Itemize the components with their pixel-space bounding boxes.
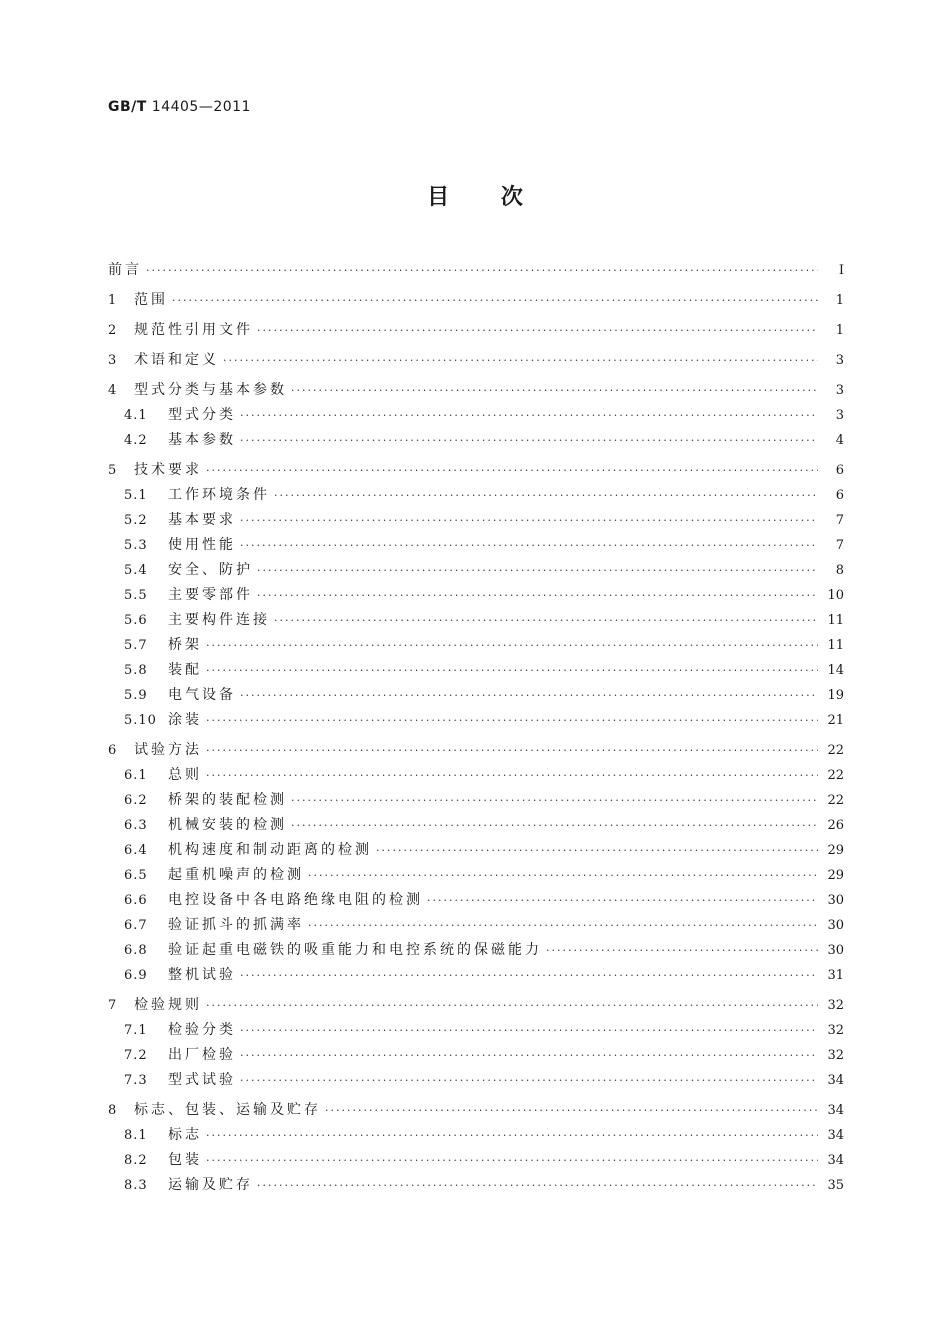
toc-entry[interactable] bbox=[108, 1173, 844, 1198]
toc-entry-number: 6.5 bbox=[124, 868, 148, 883]
toc-entry[interactable] bbox=[108, 608, 844, 633]
toc-entry-number: 4 bbox=[108, 383, 118, 398]
toc-entry-page: 11 bbox=[827, 613, 844, 628]
toc-entry-page: 1 bbox=[835, 293, 844, 308]
toc-entry-number: 7 bbox=[108, 998, 118, 1013]
toc-entry-page: 3 bbox=[835, 408, 844, 423]
toc-entry-number: 6.6 bbox=[124, 893, 148, 908]
toc-entry-page: 32 bbox=[827, 1048, 844, 1063]
dot-leader bbox=[206, 1123, 818, 1148]
toc-entry-label: 术语和定义 bbox=[134, 352, 219, 368]
toc-entry-page: 3 bbox=[835, 383, 844, 398]
toc-entry-number: 8.2 bbox=[124, 1153, 148, 1168]
dot-leader bbox=[291, 813, 818, 838]
toc-entry-page: 22 bbox=[827, 743, 844, 758]
toc-entry[interactable] bbox=[108, 508, 844, 533]
toc-entry[interactable] bbox=[108, 1043, 844, 1068]
dot-leader bbox=[325, 1098, 818, 1123]
toc-entry[interactable] bbox=[108, 1123, 844, 1148]
dot-leader bbox=[206, 458, 818, 483]
toc-entry-label: 包装 bbox=[168, 1152, 202, 1168]
page-title: 目 次 bbox=[427, 185, 523, 210]
toc-entry-number: 5.6 bbox=[124, 613, 148, 628]
toc-entry[interactable] bbox=[108, 633, 844, 658]
toc-entry-page: 1 bbox=[835, 323, 844, 338]
toc-entry-label: 整机试验 bbox=[168, 967, 236, 983]
toc-entry-label: 安全、防护 bbox=[168, 562, 253, 578]
toc-entry-number: 8.1 bbox=[124, 1128, 148, 1143]
dot-leader bbox=[274, 608, 818, 633]
dot-leader bbox=[274, 483, 818, 508]
document-header bbox=[108, 99, 251, 115]
toc-entry-number: 6 bbox=[108, 743, 118, 758]
dot-leader bbox=[240, 683, 818, 708]
dot-leader bbox=[240, 403, 818, 428]
toc-entry[interactable] bbox=[108, 483, 844, 508]
toc-entry-number: 6.8 bbox=[124, 943, 148, 958]
toc-entry[interactable] bbox=[108, 913, 844, 938]
dot-leader bbox=[427, 888, 818, 913]
toc-entry[interactable] bbox=[108, 963, 844, 988]
dot-leader bbox=[206, 993, 818, 1018]
toc-entry-page: 34 bbox=[827, 1128, 844, 1143]
dot-leader bbox=[240, 1043, 818, 1068]
dot-leader bbox=[291, 378, 818, 403]
dot-leader bbox=[257, 558, 818, 583]
toc-entry[interactable] bbox=[108, 348, 844, 373]
toc-entry[interactable] bbox=[108, 558, 844, 583]
toc-entry-label: 电控设备中各电路绝缘电阻的检测 bbox=[168, 892, 423, 908]
toc-entry-label: 运输及贮存 bbox=[168, 1177, 253, 1193]
toc-entry[interactable] bbox=[108, 1148, 844, 1173]
toc-entry-page: 30 bbox=[827, 943, 844, 958]
toc-entry-page: 34 bbox=[827, 1153, 844, 1168]
toc-entry[interactable] bbox=[108, 788, 844, 813]
toc-entry-number: 3 bbox=[108, 353, 118, 368]
toc-entry[interactable] bbox=[108, 738, 844, 763]
toc-entry-number: 5.4 bbox=[124, 563, 148, 578]
dot-leader bbox=[240, 428, 818, 453]
toc-entry[interactable] bbox=[108, 533, 844, 558]
toc-entry[interactable] bbox=[108, 863, 844, 888]
toc-entry-number: 7.2 bbox=[124, 1048, 148, 1063]
toc-entry[interactable] bbox=[108, 763, 844, 788]
toc-entry-label: 桥架 bbox=[168, 637, 202, 653]
toc-entry-page: 30 bbox=[827, 918, 844, 933]
toc-entry[interactable] bbox=[108, 813, 844, 838]
toc-entry[interactable] bbox=[108, 1068, 844, 1093]
toc-entry-label: 主要零部件 bbox=[168, 587, 253, 603]
dot-leader bbox=[206, 633, 818, 658]
dot-leader bbox=[206, 763, 818, 788]
toc-entry-label: 检验分类 bbox=[168, 1022, 236, 1038]
toc-entry-label: 基本参数 bbox=[168, 432, 236, 448]
toc-entry-number: 6.4 bbox=[124, 843, 148, 858]
dot-leader bbox=[240, 1018, 818, 1043]
toc-entry-label: 出厂检验 bbox=[168, 1047, 236, 1063]
dot-leader bbox=[206, 708, 818, 733]
toc-entry[interactable] bbox=[108, 378, 844, 403]
toc-entry-number: 2 bbox=[108, 323, 118, 338]
dot-leader bbox=[257, 1173, 818, 1198]
toc-entry-number: 7.1 bbox=[124, 1023, 148, 1038]
toc-entry-page: 10 bbox=[827, 588, 844, 603]
dot-leader bbox=[206, 1148, 818, 1173]
toc-entry-label: 规范性引用文件 bbox=[134, 322, 253, 338]
toc-entry-page: 3 bbox=[835, 353, 844, 368]
toc-entry-label: 型式试验 bbox=[168, 1072, 236, 1088]
toc-entry-label: 检验规则 bbox=[134, 997, 202, 1013]
toc-entry-page: 8 bbox=[835, 563, 844, 578]
toc-entry[interactable] bbox=[108, 838, 844, 863]
toc-entry-page: 22 bbox=[827, 793, 844, 808]
standard-number: 14405—2011 bbox=[151, 99, 251, 115]
toc-entry[interactable] bbox=[108, 683, 844, 708]
dot-leader bbox=[206, 738, 818, 763]
toc-entry-number: 1 bbox=[108, 293, 118, 308]
dot-leader bbox=[308, 913, 818, 938]
toc-entry[interactable] bbox=[108, 888, 844, 913]
toc-entry-page: 34 bbox=[827, 1103, 844, 1118]
dot-leader bbox=[546, 938, 818, 963]
toc-entry[interactable] bbox=[108, 1018, 844, 1043]
toc-entry-number: 5.3 bbox=[124, 538, 148, 553]
toc-entry-label: 使用性能 bbox=[168, 537, 236, 553]
dot-leader bbox=[308, 863, 818, 888]
dot-leader bbox=[376, 838, 818, 863]
dot-leader bbox=[240, 533, 818, 558]
toc-entry-page: 32 bbox=[827, 998, 844, 1013]
toc-entry-number: 6.2 bbox=[124, 793, 148, 808]
toc-entry-page: 34 bbox=[827, 1073, 844, 1088]
toc-entry-number: 7.3 bbox=[124, 1073, 148, 1088]
toc-entry-label: 范围 bbox=[134, 292, 168, 308]
toc-entry-page: 7 bbox=[835, 513, 844, 528]
toc-entry-number: 5.1 bbox=[124, 488, 148, 503]
toc-entry-label: 试验方法 bbox=[134, 742, 202, 758]
dot-leader bbox=[206, 658, 818, 683]
toc-entry-page: 19 bbox=[827, 688, 844, 703]
toc-entry-number: 8 bbox=[108, 1103, 118, 1118]
toc-entry-page: 7 bbox=[835, 538, 844, 553]
toc-entry-label: 型式分类与基本参数 bbox=[134, 382, 287, 398]
toc-entry-label: 电气设备 bbox=[168, 687, 236, 703]
toc-entry-number: 6.3 bbox=[124, 818, 148, 833]
table-of-contents bbox=[108, 258, 844, 1198]
toc-entry[interactable] bbox=[108, 458, 844, 483]
toc-entry-label: 机构速度和制动距离的检测 bbox=[168, 842, 372, 858]
toc-entry-page: 29 bbox=[827, 868, 844, 883]
toc-entry-number: 5.8 bbox=[124, 663, 148, 678]
toc-entry-label: 总则 bbox=[168, 767, 202, 783]
toc-entry-page: 11 bbox=[827, 638, 844, 653]
toc-entry-label: 装配 bbox=[168, 662, 202, 678]
toc-entry-number: 5.7 bbox=[124, 638, 148, 653]
toc-entry-page: 35 bbox=[827, 1178, 844, 1193]
toc-entry-page: I bbox=[838, 263, 844, 278]
toc-entry-number: 4.2 bbox=[124, 433, 148, 448]
toc-entry-number: 5.5 bbox=[124, 588, 148, 603]
dot-leader bbox=[172, 288, 818, 313]
toc-entry-label: 机械安装的检测 bbox=[168, 817, 287, 833]
toc-entry[interactable] bbox=[108, 993, 844, 1018]
dot-leader bbox=[223, 348, 818, 373]
toc-entry-number: 6.7 bbox=[124, 918, 148, 933]
toc-entry-page: 32 bbox=[827, 1023, 844, 1038]
toc-entry-page: 30 bbox=[827, 893, 844, 908]
dot-leader bbox=[146, 258, 818, 283]
toc-entry-label: 起重机噪声的检测 bbox=[168, 867, 304, 883]
toc-entry-label: 验证抓斗的抓满率 bbox=[168, 917, 304, 933]
toc-entry-label: 标志 bbox=[168, 1127, 202, 1143]
dot-leader bbox=[240, 508, 818, 533]
toc-entry-number: 4.1 bbox=[124, 408, 148, 423]
toc-entry[interactable] bbox=[108, 403, 844, 428]
toc-entry-label: 桥架的装配检测 bbox=[168, 792, 287, 808]
toc-entry-page: 6 bbox=[835, 488, 844, 503]
toc-entry-label: 标志、包装、运输及贮存 bbox=[134, 1102, 321, 1118]
toc-entry-page: 22 bbox=[827, 768, 844, 783]
toc-entry-label: 主要构件连接 bbox=[168, 612, 270, 628]
toc-entry-label: 工作环境条件 bbox=[168, 487, 270, 503]
toc-entry-page: 31 bbox=[827, 968, 844, 983]
toc-entry[interactable] bbox=[108, 1098, 844, 1123]
toc-entry-number: 6.1 bbox=[124, 768, 148, 783]
toc-entry[interactable] bbox=[108, 583, 844, 608]
toc-entry-page: 29 bbox=[827, 843, 844, 858]
toc-entry[interactable] bbox=[108, 258, 844, 283]
toc-entry-label: 技术要求 bbox=[134, 462, 202, 478]
toc-entry-page: 6 bbox=[835, 463, 844, 478]
toc-entry-label: 涂装 bbox=[168, 712, 202, 728]
dot-leader bbox=[257, 318, 818, 343]
toc-entry-number: 5 bbox=[108, 463, 118, 478]
toc-entry-number: 5.2 bbox=[124, 513, 148, 528]
toc-entry-number: 5.9 bbox=[124, 688, 148, 703]
toc-entry[interactable] bbox=[108, 288, 844, 313]
toc-entry-label: 基本要求 bbox=[168, 512, 236, 528]
toc-entry-label: 型式分类 bbox=[168, 407, 236, 423]
toc-entry[interactable] bbox=[108, 708, 844, 733]
toc-entry-label: 前言 bbox=[108, 262, 142, 278]
dot-leader bbox=[257, 583, 818, 608]
dot-leader bbox=[240, 963, 818, 988]
toc-entry-page: 4 bbox=[835, 433, 844, 448]
toc-entry-page: 26 bbox=[827, 818, 844, 833]
toc-entry-page: 21 bbox=[827, 713, 844, 728]
toc-entry[interactable] bbox=[108, 428, 844, 453]
toc-entry-number: 6.9 bbox=[124, 968, 148, 983]
dot-leader bbox=[291, 788, 818, 813]
toc-entry-number: 8.3 bbox=[124, 1178, 148, 1193]
toc-entry-page: 14 bbox=[827, 663, 844, 678]
toc-entry[interactable] bbox=[108, 658, 844, 683]
toc-entry[interactable] bbox=[108, 318, 844, 343]
toc-entry-number: 5.10 bbox=[124, 713, 157, 728]
standard-code: GB/T bbox=[108, 99, 147, 115]
toc-entry-label: 验证起重电磁铁的吸重能力和电控系统的保磁能力 bbox=[168, 942, 542, 958]
dot-leader bbox=[240, 1068, 818, 1093]
toc-entry[interactable] bbox=[108, 938, 844, 963]
